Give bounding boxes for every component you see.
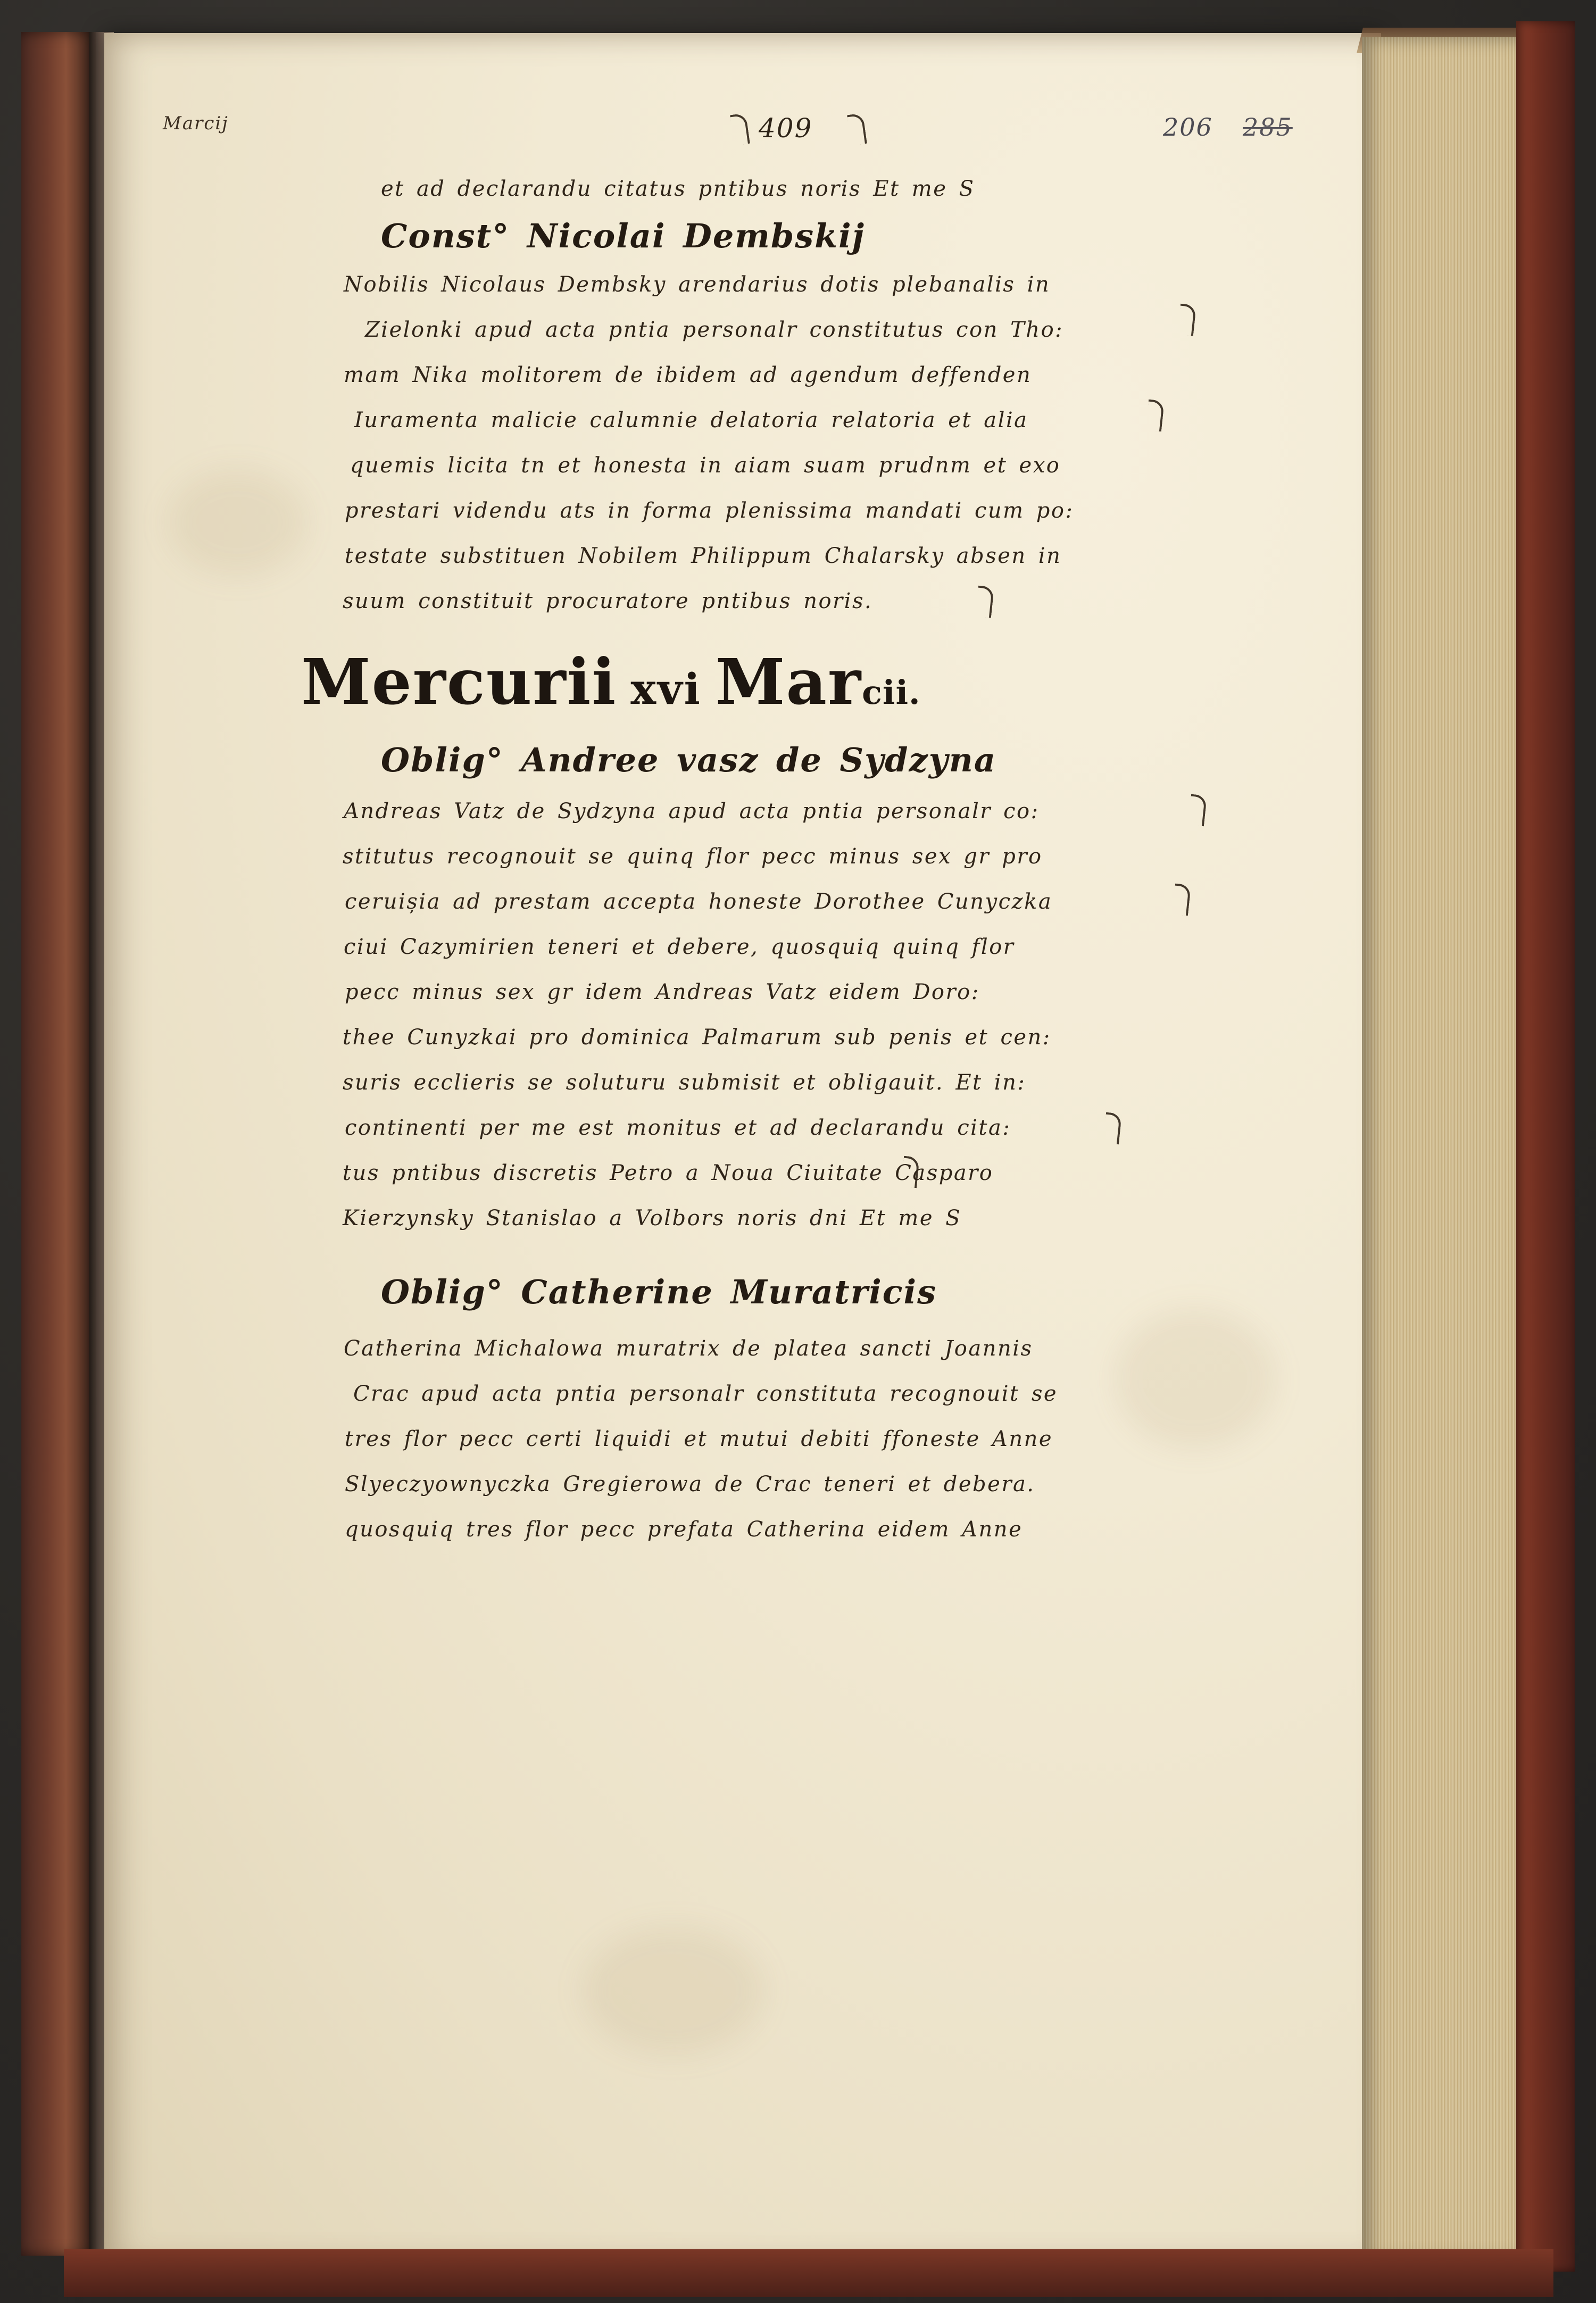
- pen-flourish: [847, 113, 867, 146]
- foliation-struck: 285: [1243, 113, 1293, 142]
- text-line: Catherina Michalowa muratrix de platea sancti Joannis: [344, 1336, 1033, 1361]
- text-line: Slyeczyownyczka Gregierowa de Crac teneri et debera.: [345, 1472, 1035, 1496]
- pen-flourish: [1188, 794, 1207, 827]
- text-line: Nobilis Nicolaus Dembsky arendarius dotis plebanalis in: [344, 272, 1051, 297]
- text-line: quemis licita tn et honesta in aiam suam prudnm et exo: [350, 453, 1061, 478]
- book-spine: [21, 32, 96, 2256]
- text-line: tus pntibus discretis Petro a Noua Ciuitate Casparo: [343, 1161, 994, 1185]
- display-date-line: [301, 645, 921, 719]
- foxing-stain: [583, 1927, 764, 2055]
- pen-flourish: [1177, 304, 1196, 336]
- display-month-tail: cii.: [862, 673, 921, 712]
- text-line: tres flor pecc certi liquidi et mutui debiti ffoneste Anne: [345, 1427, 1053, 1451]
- foxing-stain: [1115, 1310, 1275, 1448]
- text-line: Zielonki apud acta pntia personalr constitutus con Tho:: [365, 318, 1064, 342]
- book-cover-bottom: [64, 2249, 1553, 2297]
- text-line: prestari videndu ats in forma plenissima mandati cum po:: [345, 498, 1074, 523]
- pen-flourish: [730, 113, 750, 146]
- pen-flourish: [1145, 400, 1165, 432]
- foliation-pencil: 206: [1163, 113, 1213, 142]
- entry-heading: Const° Nicolai Dembskij: [381, 217, 866, 255]
- pen-flourish: [975, 586, 994, 618]
- book-cover-right: [1516, 21, 1575, 2272]
- text-line: testate substituen Nobilem Philippum Chalarsky absen in: [345, 544, 1062, 568]
- text-line: mam Nika molitorem de ibidem ad agendum deffenden: [344, 363, 1032, 387]
- text-line: Iuramenta malicie calumnie delatoria relatoria et alia: [354, 408, 1028, 433]
- entry-heading: Oblig° Catherine Muratricis: [381, 1273, 937, 1311]
- text-line: ciui Cazymirien teneri et debere, quosquiq quinq flor: [344, 935, 1015, 959]
- text-line: thee Cunyzkai pro dominica Palmarum sub penis et cen:: [343, 1025, 1051, 1050]
- entry-heading: Oblig° Andree vasz de Sydzyna: [381, 741, 996, 779]
- text-line: Andreas Vatz de Sydzyna apud acta pntia personalr co:: [344, 799, 1040, 824]
- text-line: quosquiq tres flor pecc prefata Catherina eidem Anne: [345, 1517, 1023, 1542]
- page-block-fore-edge: [1362, 37, 1522, 2261]
- text-line: suris ecclieris se soluturu submisit et obligauit. Et in:: [343, 1070, 1026, 1095]
- text-line: continenti per me est monitus et ad declarandu cita:: [345, 1116, 1011, 1140]
- display-month: Mar: [715, 645, 862, 719]
- text-line: suum constituit procuratore pntibus noris.: [343, 589, 873, 613]
- text-line: Kierzynsky Stanislao a Volbors noris dni Et me S: [343, 1206, 962, 1231]
- margin-note-month: Marcij: [163, 113, 229, 134]
- text-line: Crac apud acta pntia personalr constituta recognouit se: [353, 1382, 1058, 1406]
- foxing-stain: [168, 469, 306, 576]
- pen-flourish: [1103, 1112, 1122, 1145]
- text-line: pecc minus sex gr idem Andreas Vatz eidem Doro:: [345, 980, 980, 1004]
- text-line: et ad declarandu citatus pntibus noris Et me S: [381, 177, 975, 201]
- text-line: stitutus recognouit se quinq flor pecc minus sex gr pro: [343, 844, 1043, 869]
- text-line: ceruișia ad prestam accepta honeste Dorothee Cunyczka: [345, 889, 1053, 914]
- display-weekday: Mercurii: [301, 645, 617, 719]
- manuscript-page: [104, 33, 1381, 2265]
- pen-flourish: [1172, 884, 1191, 916]
- folio-number: 409: [759, 113, 813, 144]
- display-roman-numeral: xvi: [630, 664, 702, 714]
